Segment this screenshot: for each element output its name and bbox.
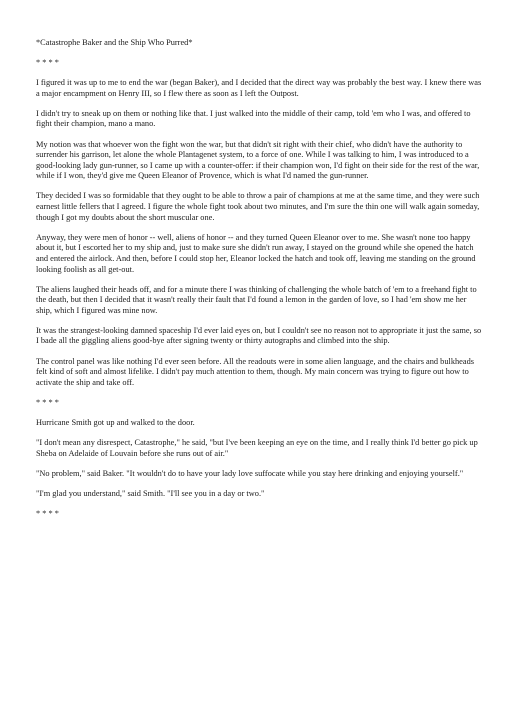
section-separator: * * * * bbox=[36, 397, 59, 407]
paragraph: "I'm glad you understand," said Smith. "I'll see you in a day or two." bbox=[36, 488, 265, 498]
paragraph: The control panel was like nothing I'd ever seen before. All the readouts were in some alien language, and the chairs and bulkheads felt kind of soft and almost lifelike. I didn't pay much attention to them, though. My main concern was trying to figure out how to activate the ship and take off. bbox=[36, 356, 475, 387]
document-page bbox=[36, 38, 484, 529]
paragraph: "I don't mean any disrespect, Catastrophe," he said, "but I've been keeping an eye on the time, and I really think I'd better go pick up Sheba on Adelaide of Louvain before she runs out of air." bbox=[36, 438, 478, 458]
paragraph: I didn't try to sneak up on them or nothing like that. I just walked into the middle of their camp, told 'em who I was, and offered to fight their champion, mano a mano. bbox=[36, 108, 471, 129]
paragraph: I figured it was up to me to end the war (began Baker), and I decided that the direct way was probably the best way. I knew there was a major encampment on Henry III, so I flew there as soon as I left the Outpost. bbox=[36, 78, 482, 98]
paragraph: My notion was that whoever won the fight won the war, but that didn't sit right with their chief, who didn't have the authority to surrender his garrison, let alone the whole Plantagenet system, to a force of one. While I was talking to him, I was introduced to a good-looking lady gun-runner, so I came up with a counter-offer: if their champion won, I'd fight on their side for the rest of the war, while if I won, they'd give me Queen Eleanor of Provence, which is what I'd named the gun-runner. bbox=[36, 139, 480, 181]
section-separator: * * * * bbox=[36, 58, 59, 68]
section-separator: * * * * bbox=[36, 508, 59, 518]
paragraph: It was the strangest-looking damned spaceship I'd ever laid eyes on, but I couldn't see no reason not to appropriate it just the same, so I bade all the giggling aliens good-bye after signing twenty or thirty autographs and climbed into the ship. bbox=[36, 325, 482, 346]
paragraph: The aliens laughed their heads off, and for a minute there I was thinking of challenging the whole batch of 'em to a freehand fight to the death, but then I decided that it wasn't really their fault that I'd found a lemon in the garden of love, so I had 'em show me her ship, which I figured was mine now. bbox=[36, 284, 477, 315]
paragraph: They decided I was so formidable that they ought to be able to throw a pair of champions at me at the same time, and they were such earnest little fellers that I agreed. I figure the whole fight took about two minutes, and I'm sure the thin one will walk again someday, though I got my doubts about the short muscular one. bbox=[36, 191, 480, 222]
story-title: *Catastrophe Baker and the Ship Who Purred* bbox=[36, 38, 193, 47]
paragraph: "No problem," said Baker. "It wouldn't do to have your lady love suffocate while you stay here drinking and enjoying yourself." bbox=[36, 468, 464, 478]
paragraph: Hurricane Smith got up and walked to the door. bbox=[36, 417, 195, 427]
paragraph: Anyway, they were men of honor -- well, aliens of honor -- and they turned Queen Eleanor over to me. She wasn't none too happy about it, but I escorted her to my ship and, just to make sure she didn't run away, I stayed on the ground while she opened the hatch and entered the airlock. And then, before I could stop her, Eleanor locked the hatch and took off, leaving me standing on the ground looking foolish as all get-out. bbox=[36, 232, 476, 274]
